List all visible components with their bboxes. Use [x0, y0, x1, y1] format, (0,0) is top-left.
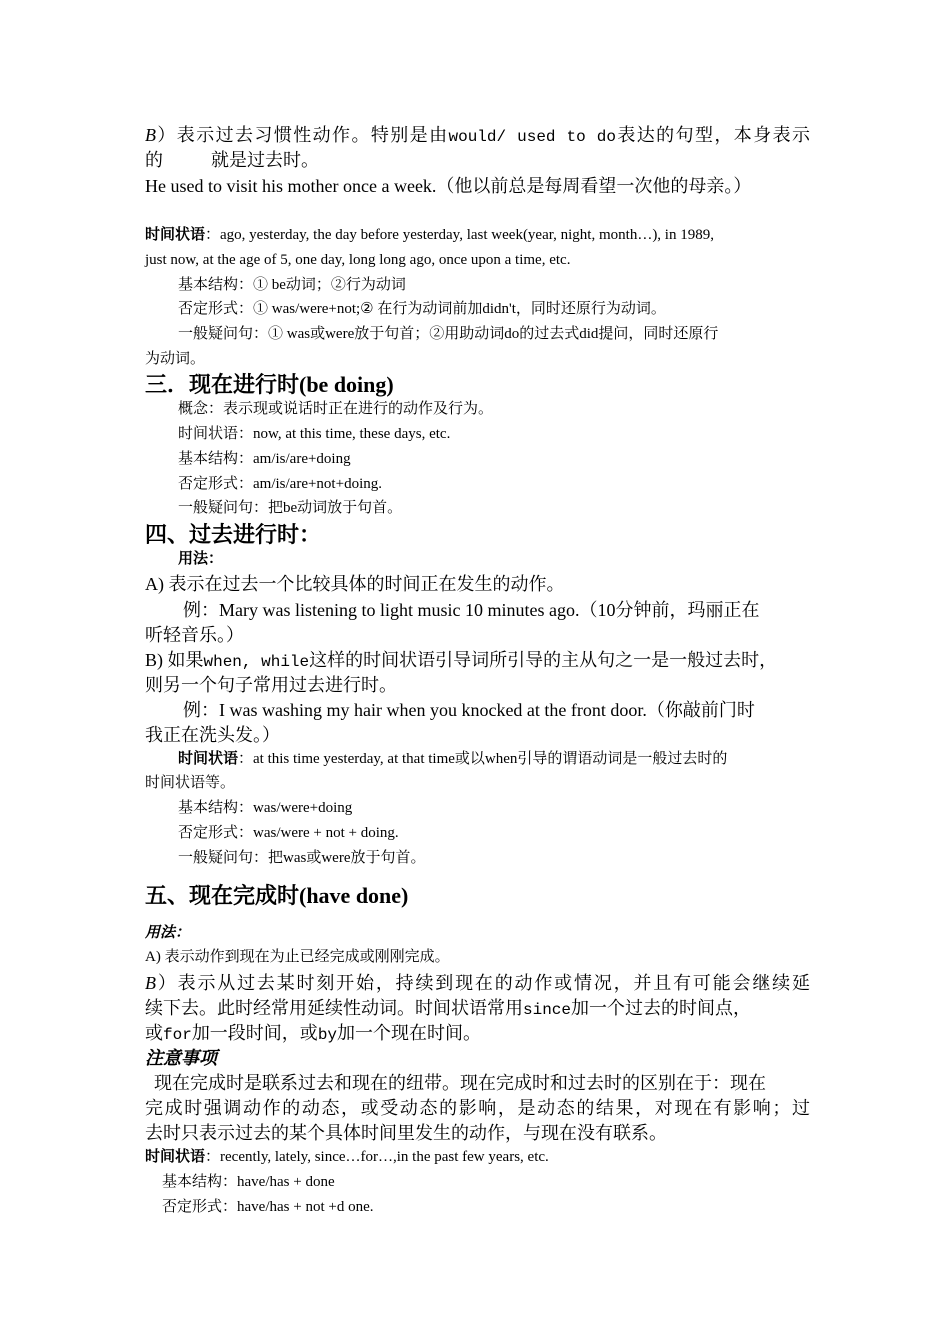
- usage-b-line3: 或for加一段时间，或by加一个现在时间。: [145, 1023, 482, 1044]
- notes-line1: 现在完成时是联系过去和现在的纽带。现在完成时和过去时的区别在于：现在: [154, 1073, 766, 1093]
- time-adverbials-label: 时间状语: [145, 227, 206, 243]
- time-adverbials-line: 时间状语：now, at this time, these days, etc.: [178, 426, 451, 442]
- notes-heading: 注意事项: [145, 1048, 217, 1068]
- time-adverbials-label: 时间状语: [178, 751, 239, 767]
- time-adverbials-line: 时间状语：recently, lately, since…for…,in the past few years, etc.: [145, 1149, 549, 1165]
- basic-structure: 基本结构：was/were+doing: [178, 800, 353, 816]
- usage-b-line1: B）表示从过去某时刻开始，持续到现在的动作或情况，并且有可能会继续延: [145, 973, 810, 993]
- usage-a: A) 表示在过去一个比较具体的时间正在发生的动作。: [145, 574, 565, 594]
- section-5-heading: 五、现在完成时(have done): [145, 883, 409, 908]
- usage-a: A) 表示动作到现在为止已经完成或刚刚完成。: [145, 949, 450, 965]
- question-form-line1: 一般疑问句：① was或were放于句首；②用助动词do的过去式did提问，同时还原行: [178, 326, 719, 342]
- usage-b-line2: 续下去。此时经常用延续性动词。时间状语常用since加一个过去的时间点，: [145, 998, 752, 1019]
- concept-line: 概念：表示现或说话时正在进行的动作及行为。: [178, 401, 494, 417]
- time-adverbials-line2: 时间状语等。: [145, 775, 236, 791]
- question-form-line2: 为动词。: [145, 351, 206, 367]
- item-label-b: B: [145, 125, 156, 145]
- example-sentence: He used to visit his mother once a week.（他以前总是每周看望一次他的母亲。）: [145, 176, 752, 196]
- time-adverbials-line1: 时间状语：ago, yesterday, the day before yesterday, last week(year, night, month…), in 1989,: [145, 227, 714, 243]
- example-1-line2: 听轻音乐。）: [145, 625, 244, 645]
- usage-b-line1: B) 如果when, while这样的时间状语引导词所引导的主从句之一是一般过去时，: [145, 650, 778, 671]
- item-label-b: B: [145, 973, 156, 993]
- section-3-heading: 三．现在进行时(be doing): [145, 372, 394, 397]
- basic-structure: 基本结构：have/has + done: [162, 1174, 335, 1190]
- section-4-heading: 四、过去进行时：: [145, 522, 322, 547]
- usage-b-line2: 则另一个句子常用过去进行时。: [145, 675, 397, 695]
- example-1-line1: 例：Mary was listening to light music 10 minutes ago.（10分钟前，玛丽正在: [183, 600, 760, 620]
- example-2-line1: 例：I was washing my hair when you knocked at the front door.（你敲前门时: [183, 700, 755, 720]
- question-form: 一般疑问句：把be动词放于句首。: [178, 500, 403, 516]
- negative-form: 否定形式：was/were + not + doing.: [178, 825, 399, 841]
- basic-structure: 基本结构：① be动词；②行为动词: [178, 277, 406, 293]
- time-adverbials-line1: 时间状语：at this time yesterday, at that time或以when引导的谓语动词是一般过去时的: [178, 751, 728, 767]
- negative-form: 否定形式：am/is/are+not+doing.: [178, 476, 382, 492]
- time-adverbials-line2: just now, at the age of 5, one day, long long ago, once upon a time, etc.: [145, 252, 571, 268]
- negative-form: 否定形式：① was/were+not;② 在行为动词前加didn't，同时还原行为动词。: [178, 301, 666, 317]
- usage-label: 用法：: [178, 551, 224, 567]
- notes-line2: 完成时强调动作的动态，或受动态的影响，是动态的结果，对现在有影响；过: [145, 1098, 810, 1118]
- negative-form: 否定形式：have/has + not +d one.: [162, 1199, 374, 1215]
- time-adverbials-label: 时间状语: [145, 1149, 206, 1165]
- paragraph-b-line2: 的 就是过去时。: [145, 150, 319, 170]
- example-2-line2: 我正在洗头发。）: [145, 725, 280, 745]
- notes-line3: 去时只表示过去的某个具体时间里发生的动作，与现在没有联系。: [145, 1123, 667, 1143]
- basic-structure: 基本结构：am/is/are+doing: [178, 451, 351, 467]
- paragraph-b-line1: B）表示过去习惯性动作。特别是由would/ used to do表达的句型，本身表示: [145, 125, 811, 146]
- usage-label: 用法：: [145, 925, 191, 941]
- question-form: 一般疑问句：把was或were放于句首。: [178, 850, 426, 866]
